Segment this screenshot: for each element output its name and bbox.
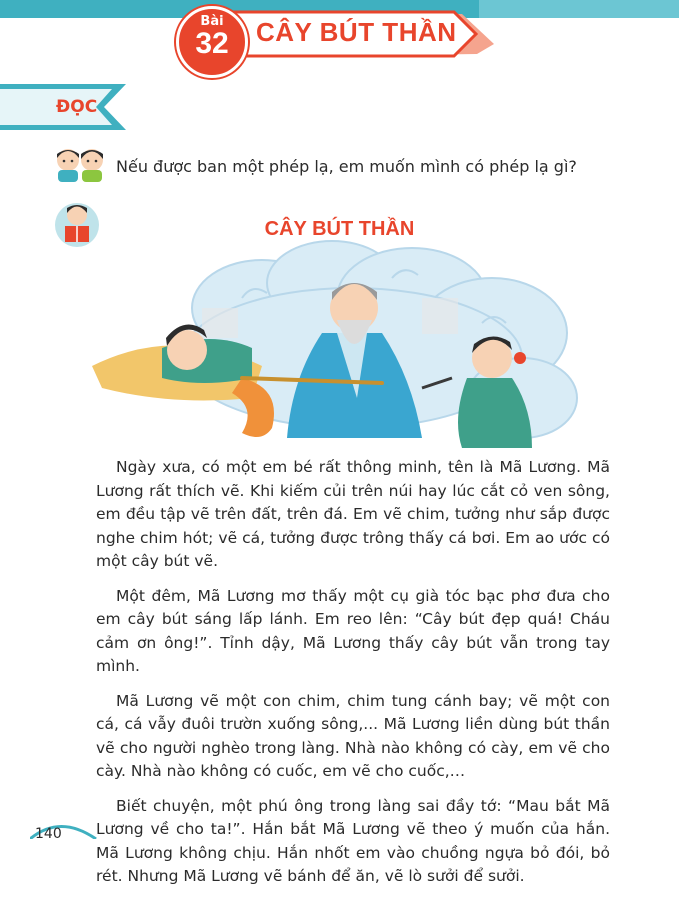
- section-label: ĐỌC: [56, 97, 98, 117]
- story-paragraph-3: Mã Lương vẽ một con chim, chim tung cánh bay; vẽ một con cá, cá vẫy đuôi trườn xuống sông,... Mã Lương liền dùng bút thần vẽ cho người nghèo trong làng. Nhà nào không có cày, em vẽ cho cày. Nhà nào không có cuốc, em vẽ cho cuốc,…: [96, 691, 610, 780]
- warmup-question: Nếu được ban một phép lạ, em muốn mình có phép lạ gì?: [116, 157, 577, 176]
- kids-discussion-icon: [52, 146, 108, 182]
- story-text: [96, 456, 610, 900]
- lesson-number-badge: [176, 6, 248, 78]
- lesson-number: 32: [195, 27, 229, 60]
- lesson-title: CÂY BÚT THẦN: [256, 17, 457, 47]
- story-paragraph-1: Ngày xưa, có một em bé rất thông minh, tên là Mã Lương. Mã Lương rất thích vẽ. Khi kiếm củi trên núi hay lúc cắt cỏ ven sông, em đều tập vẽ trên đất, trên đá. Em vẽ chim, tưởng như sắp được nghe chim hót; vẽ cá, tưởng được trông thấy cá bơi. Em ao ước có một cây bút vẽ.: [96, 458, 610, 570]
- page-number: 140: [35, 826, 62, 842]
- story-title: CÂY BÚT THẦN: [264, 218, 415, 240]
- lesson-word: Bài: [200, 14, 224, 29]
- story-illustration: [92, 238, 592, 450]
- story-paragraph-2: Một đêm, Mã Lương mơ thấy một cụ già tóc bạc phơ đưa cho em cây bút sáng lấp lánh. Em reo lên: “Cây bút đẹp quá! Cháu cảm ơn ông!”. Tỉnh dậy, Mã Lương thấy cây bút vẫn trong tay mình.: [96, 586, 610, 675]
- story-paragraph-4: Biết chuyện, một phú ông trong làng sai đầy tớ: “Mau bắt Mã Lương về cho ta!”. Hắn bắt Mã Lương vẽ theo ý muốn của hắn. Mã Lương không chịu. Hắn nhốt em vào chuồng ngựa bỏ đói, bỏ rét. Nhưng Mã Lương vẽ bánh để ăn, vẽ lò sưởi để sưởi.: [96, 796, 610, 885]
